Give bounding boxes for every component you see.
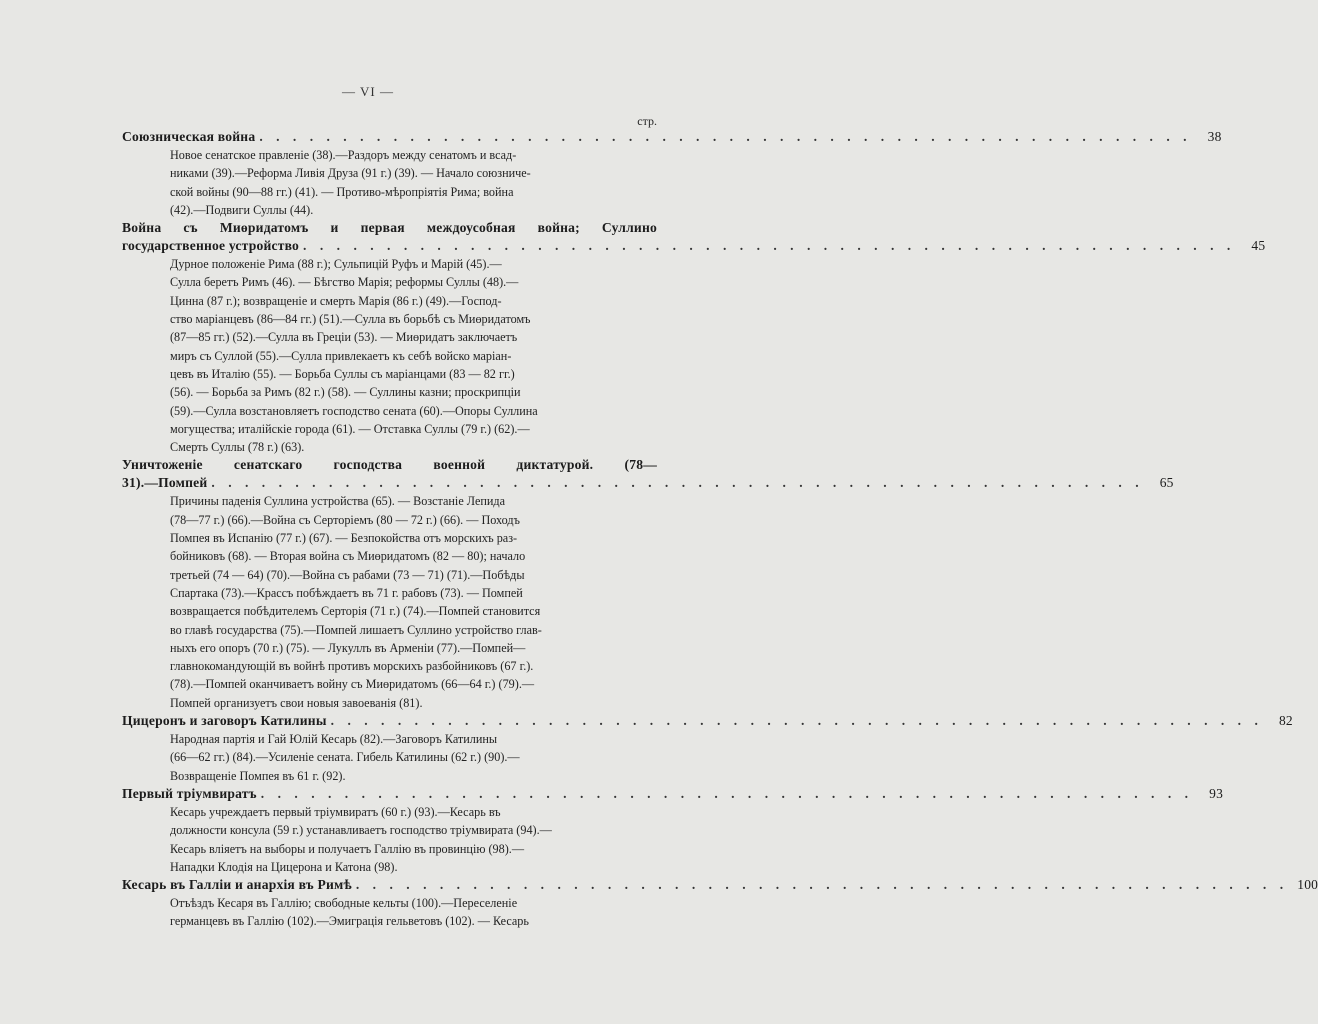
description-line: Цинна (87 г.); возвращеніе и смерть Марія (86 г.) (49).—Господ- <box>170 293 502 308</box>
toc-entry-title: Союзническая война <box>122 129 256 144</box>
toc-entry-title-row <box>122 876 1318 894</box>
table-of-contents <box>122 128 1318 931</box>
description-line: Новое сенатское правленіе (38).—Раздоръ между сенатомъ и всад- <box>170 148 517 162</box>
description-line: бойниковъ (68). — Вторая война съ Миөридатомъ (82 — 80); начало <box>170 549 526 564</box>
toc-entry-page: 65 <box>1159 475 1174 491</box>
toc-entry-page: 38 <box>1207 129 1222 144</box>
dot-leader: . . . . . . . . . . . . . . . . . . . . . . . . . . . . . . . . . . . . . . . . . . . . . . . . . . . . . . . . <box>260 785 1194 801</box>
description-line: ство маріанцевъ (86—84 гг.) (51).—Сулла въ борьбѣ съ Миөридатомъ <box>170 312 531 327</box>
toc-entry <box>122 785 1224 876</box>
description-line: (42).—Подвиги Суллы (44). <box>170 202 314 217</box>
toc-entry <box>122 712 1293 785</box>
description-line: Нападки Клодія на Цицерона и Катона (98). <box>170 859 398 874</box>
description-line: (66—62 гг.) (84).—Усиленіе сената. Гибель Катилины (62 г.) (90).— <box>170 750 520 765</box>
toc-entry-title-row <box>122 128 1222 146</box>
description-line: Смерть Суллы (78 г.) (63). <box>170 440 305 455</box>
toc-entry <box>122 128 1222 219</box>
dot-leader: . . . . . . . . . . . . . . . . . . . . . . . . . . . . . . . . . . . . . . . . . . . . . . . . . . . . . . . . <box>303 238 1236 254</box>
description-line: Народная партія и Гай Юлій Кесарь (82).—Заговоръ Катилины <box>170 732 498 747</box>
description-line: (87—85 гг.) (52).—Сулла въ Греціи (53). — Миөридатъ заключаетъ <box>170 330 518 345</box>
dot-leader: . . . . . . . . . . . . . . . . . . . . . . . . . . . . . . . . . . . . . . . . . . . . . . . . . . . . . . . . <box>211 475 1144 491</box>
description-line: главнокомандующій въ войнѣ противъ морскихъ разбойниковъ (67 г.). <box>170 659 534 674</box>
toc-entry-title: Цицеронъ и заговоръ Катилины <box>122 713 327 729</box>
toc-entry-title-row <box>122 474 1174 492</box>
toc-entry-description <box>122 255 657 456</box>
description-line: возвращается побѣдителемъ Серторія (71 г.) (74).—Помпей становится <box>170 604 541 619</box>
toc-entry-page: 93 <box>1209 785 1224 801</box>
description-line: могущества; италійскіе города (61). — Отставка Суллы (79 г.) (62).— <box>170 421 530 436</box>
toc-entry-title-line: Уничтоженіе сенатскаго господства военной диктатурой. (78— <box>122 457 657 473</box>
dot-leader: . . . . . . . . . . . . . . . . . . . . . . . . . . . . . . . . . . . . . . . . . . . . . . . . . . . . . . . . <box>330 713 1263 729</box>
description-line: ныхъ его опоръ (70 г.) (75). — Лукуллъ въ Арменіи (77).—Помпей— <box>170 640 526 655</box>
toc-entry-title: Первый тріумвиратъ <box>122 785 257 801</box>
toc-entry-title-row <box>122 785 1224 803</box>
description-line: цевъ въ Италію (55). — Борьба Суллы съ маріанцами (83 — 82 гг.) <box>170 366 515 381</box>
description-line: (59).—Сулла возстановляетъ господство сената (60).—Опоры Суллина <box>170 403 538 418</box>
toc-entry-description <box>122 146 657 219</box>
description-line: ской войны (90—88 гг.) (41). — Противо-мѣропріятія Рима; война <box>170 184 514 199</box>
description-line: Сулла беретъ Римъ (46). — Бѣгство Марія; реформы Суллы (48).— <box>170 275 519 290</box>
description-line: Кесарь вліяетъ на выборы и получаетъ Галлію въ провинцію (98).— <box>170 841 525 856</box>
toc-entry <box>122 876 1318 931</box>
description-line: должности консула (59 г.) устанавливаетъ господство тріумвирата (94).— <box>170 823 552 838</box>
description-line: Дурное положеніе Рима (88 г.); Сульпицій Руфъ и Марій (45).— <box>170 257 502 272</box>
toc-entry-page: 82 <box>1278 713 1293 729</box>
toc-entry-title: государственное устройство <box>122 238 300 254</box>
toc-entry-title: Кесарь въ Галліи и анархія въ Римѣ <box>122 877 352 893</box>
toc-entry <box>122 219 1266 456</box>
description-line: Возвращеніе Помпея въ 61 г. (92). <box>170 768 346 783</box>
description-line: Помпея въ Испанію (77 г.) (67). — Безпокойства отъ морскихъ раз- <box>170 531 518 546</box>
description-line: Помпей организуетъ свои новыя завоеванія (81). <box>170 695 423 710</box>
toc-entry-page: 100 <box>1297 877 1318 893</box>
toc-entry-title: 31).—Помпей <box>122 475 208 491</box>
description-line: (78).—Помпей оканчиваетъ войну съ Миөридатомъ (66—64 г.) (79).— <box>170 677 535 692</box>
description-line: никами (39).—Реформа Ливія Друза (91 г.) (39). — Начало союзниче- <box>170 166 531 181</box>
description-line: Спартака (73).—Крассъ побѣждаетъ въ 71 г. рабовъ (73). — Помпей <box>170 585 523 600</box>
toc-entry-title-row <box>122 712 1293 730</box>
description-line: германцевъ въ Галлію (102).—Эмиграція гельветовъ (102). — Кесарь <box>170 914 529 929</box>
toc-entry-title-line: Война съ Миөридатомъ и первая междоусобная война; Суллино <box>122 220 657 236</box>
page-column-header: стр. <box>637 114 657 128</box>
toc-entry-title-row <box>122 237 1266 255</box>
toc-entry-description <box>122 894 657 931</box>
description-line: третьей (74 — 64) (70).—Война съ рабами (73 — 71) (71).—Побѣды <box>170 567 525 582</box>
toc-entry-description <box>122 492 657 712</box>
page-number: — VI — <box>342 84 394 99</box>
dot-leader: . . . . . . . . . . . . . . . . . . . . . . . . . . . . . . . . . . . . . . . . . . . . . . . . . . . . . . . . <box>355 877 1289 893</box>
toc-entry-description <box>122 803 657 876</box>
toc-entry <box>122 456 1174 712</box>
description-line: Кесарь учреждаетъ первый тріумвиратъ (60 г.) (93).—Кесарь въ <box>170 804 501 819</box>
toc-entry-description <box>122 730 657 785</box>
description-line: (78—77 г.) (66).—Война съ Серторіемъ (80 — 72 г.) (66). — Походъ <box>170 512 520 527</box>
description-line: Отъѣздъ Кесаря въ Галлію; свободные кельты (100).—Переселеніе <box>170 896 518 911</box>
toc-entry-page: 45 <box>1251 238 1266 254</box>
description-line: Причины паденія Суллина устройства (65). — Возстаніе Лепида <box>170 494 506 509</box>
description-line: (56). — Борьба за Римъ (82 г.) (58). — Суллины казни; проскрипціи <box>170 385 521 400</box>
description-line: во главѣ государства (75).—Помпей лишаетъ Суллино устройство глав- <box>170 622 542 637</box>
description-line: миръ съ Суллой (55).—Сулла привлекаетъ къ себѣ войско маріан- <box>170 348 512 363</box>
dot-leader: . . . . . . . . . . . . . . . . . . . . . . . . . . . . . . . . . . . . . . . . . . . . . . . . . . . . . . . . <box>259 129 1192 144</box>
